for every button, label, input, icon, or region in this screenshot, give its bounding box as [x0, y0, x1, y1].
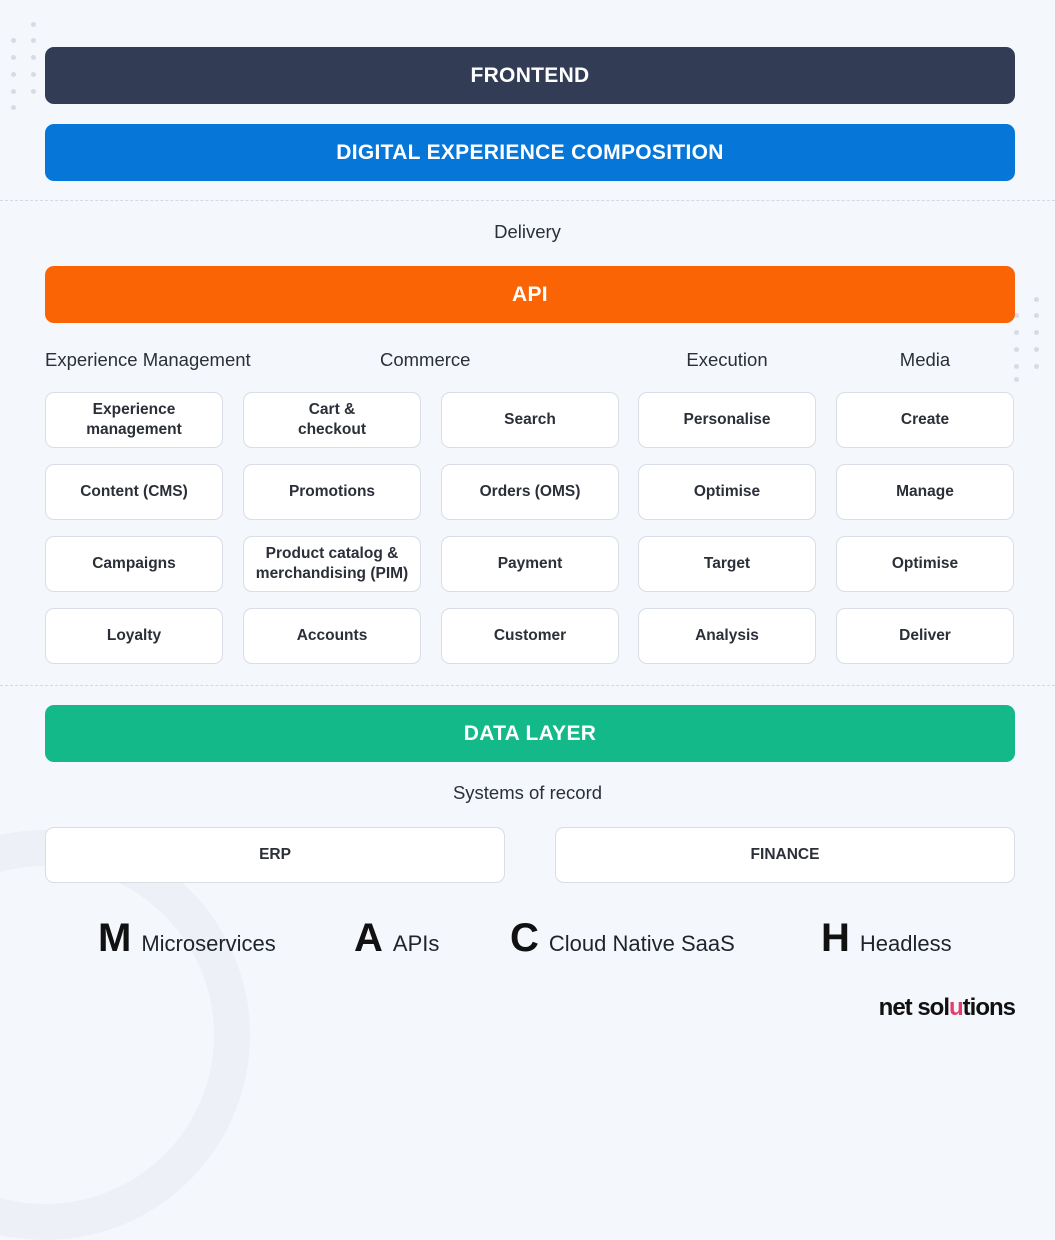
card-label: Target: [703, 555, 751, 572]
card-label: Analysis: [695, 627, 759, 644]
api-bar: [45, 266, 1015, 323]
category-media: Media: [899, 349, 951, 370]
card-label: Experience management: [86, 401, 182, 438]
card-experience-management: [45, 392, 223, 448]
card-label: Optimise: [693, 483, 761, 500]
card-promotions: [243, 464, 421, 520]
card-product-catalog-pim: [243, 536, 421, 592]
card-deliver: [836, 608, 1014, 664]
category-execution: Execution: [686, 349, 768, 370]
card-analysis: [638, 608, 816, 664]
divider-bottom: [0, 685, 1055, 686]
mach-apis: [354, 916, 439, 961]
dxc-bar: [45, 124, 1015, 181]
card-label: Customer: [493, 627, 567, 644]
card-label: Payment: [497, 555, 563, 572]
card-label: Campaigns: [92, 555, 176, 572]
category-experience-management: Experience Management: [45, 349, 251, 370]
dxc-label: DIGITAL EXPERIENCE COMPOSITION: [336, 140, 724, 164]
data-layer-bar: [45, 705, 1015, 762]
card-label: Cart & checkout: [297, 401, 367, 438]
logo-text-part1: net sol: [878, 994, 949, 1021]
card-label: Loyalty: [106, 627, 162, 644]
card-optimise-execution: [638, 464, 816, 520]
systems-of-record-label: Systems of record: [452, 782, 603, 803]
card-campaigns: [45, 536, 223, 592]
card-label: Personalise: [683, 411, 771, 428]
card-target: [638, 536, 816, 592]
erp-box: [45, 827, 505, 883]
mach-word-microservices: Microservices: [141, 931, 276, 956]
card-customer: [441, 608, 619, 664]
mach-letter-h: H: [821, 916, 850, 960]
card-cart-checkout: [243, 392, 421, 448]
mach-word-cloud-native-saas: Cloud Native SaaS: [548, 931, 735, 956]
card-loyalty: [45, 608, 223, 664]
mach-microservices: [98, 916, 276, 961]
card-label: Create: [900, 411, 950, 428]
card-payment: [441, 536, 619, 592]
logo-text-accent: u: [949, 994, 963, 1021]
card-label: Content (CMS): [80, 483, 188, 500]
mach-letter-c: C: [510, 916, 539, 960]
frontend-label: FRONTEND: [470, 63, 590, 87]
card-personalise: [638, 392, 816, 448]
card-create: [836, 392, 1014, 448]
finance-box: [555, 827, 1015, 883]
mach-word-headless: Headless: [859, 931, 952, 956]
net-solutions-logo: [879, 994, 1015, 1022]
data-layer-label: DATA LAYER: [463, 721, 597, 745]
api-label: API: [512, 282, 548, 306]
erp-label: ERP: [259, 846, 291, 863]
frontend-bar: [45, 47, 1015, 104]
card-manage: [836, 464, 1014, 520]
mach-headless: [821, 916, 952, 961]
card-label: Product catalog & merchandising (PIM): [255, 545, 409, 582]
card-label: Orders (OMS): [479, 483, 581, 500]
card-content-cms: [45, 464, 223, 520]
card-label: Search: [504, 411, 556, 428]
category-commerce: Commerce: [380, 349, 471, 370]
card-label: Accounts: [296, 627, 368, 644]
card-optimise-media: [836, 536, 1014, 592]
background-circle-decoration: [0, 830, 250, 1240]
divider-top: [0, 200, 1055, 201]
mach-word-apis: APIs: [392, 931, 440, 956]
card-label: Manage: [896, 483, 954, 500]
card-accounts: [243, 608, 421, 664]
card-label: Optimise: [891, 555, 959, 572]
mach-letter-a: A: [354, 916, 383, 960]
mach-letter-m: M: [98, 916, 132, 960]
card-search: [441, 392, 619, 448]
card-label: Promotions: [288, 483, 376, 500]
dot-grid-decoration-right: [1014, 297, 1044, 387]
delivery-label: Delivery: [494, 221, 561, 242]
logo-text-part2: tions: [962, 994, 1015, 1021]
finance-label: FINANCE: [750, 846, 820, 863]
card-label: Deliver: [899, 627, 951, 644]
mach-cloud-native-saas: [510, 916, 735, 961]
card-orders-oms: [441, 464, 619, 520]
dot-grid-decoration-left: [11, 22, 41, 112]
